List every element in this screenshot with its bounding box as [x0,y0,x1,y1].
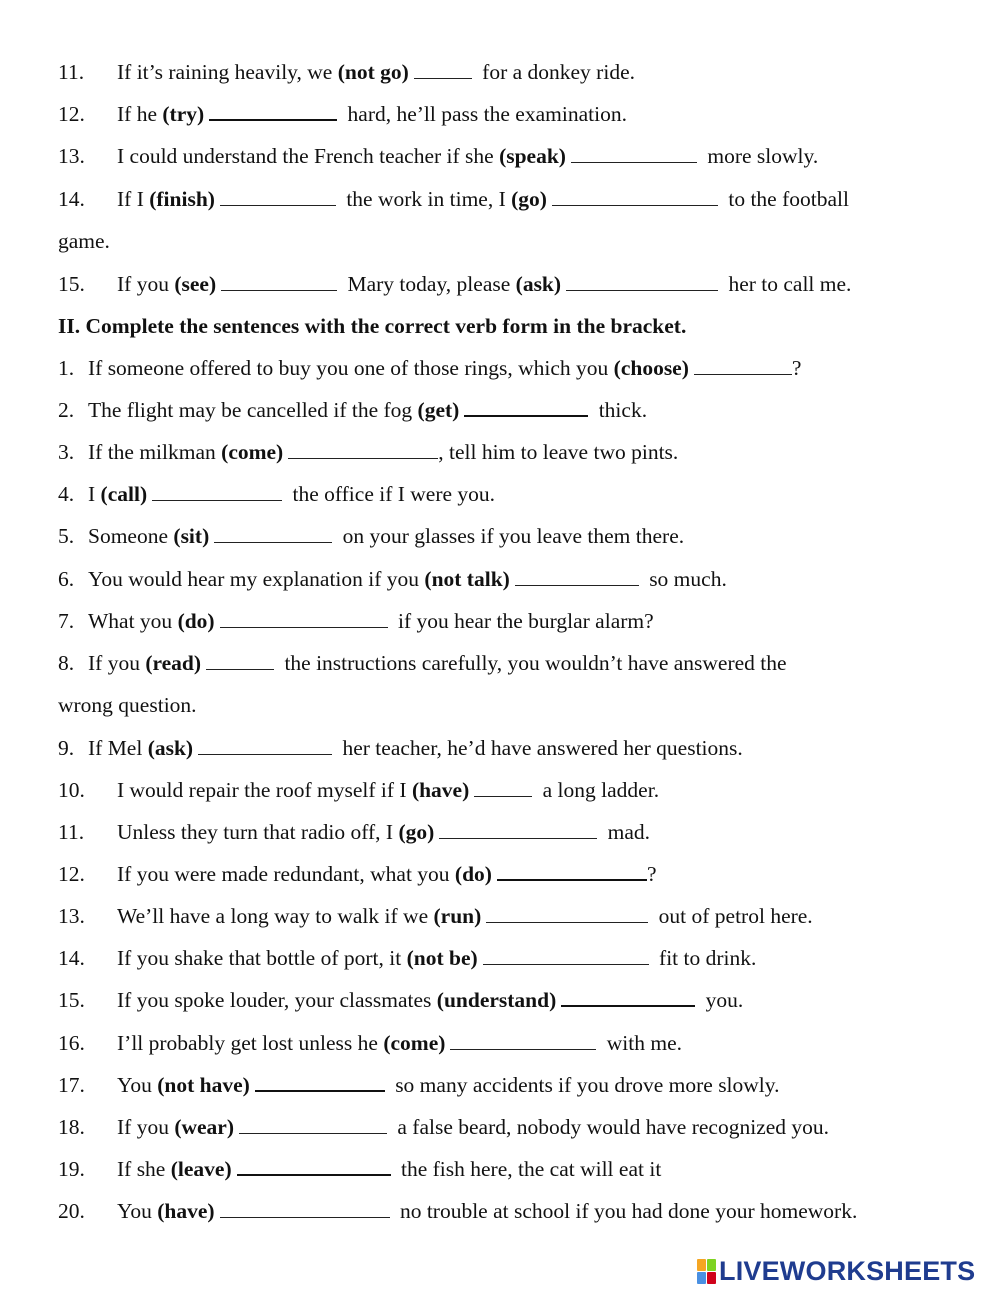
answer-blank[interactable] [209,101,337,121]
logo-square [707,1259,716,1271]
exercise-item: 3. If the milkman (come) , tell him to leave two pints. [58,440,679,464]
exercise-item: 8. If you (read) the instructions carefully, you wouldn’t have answered the [58,651,787,675]
exercise-item: 5. Someone (sit) on your glasses if you leave them there. [58,524,685,548]
answer-blank[interactable] [206,651,274,670]
logo-square [697,1259,706,1271]
answer-blank[interactable] [255,1072,385,1092]
answer-blank[interactable] [221,272,337,291]
exercise-item: 6. You would hear my explanation if you (not talk) so much. [58,567,727,591]
answer-blank[interactable] [694,356,792,375]
answer-blank[interactable] [237,1156,391,1176]
answer-blank[interactable] [497,861,647,881]
exercise-item: 15. If you spoke louder, your classmates (understand) you. [58,988,744,1012]
answer-blank[interactable] [220,187,336,206]
exercise-item: 13. I could understand the French teacher if she (speak) more slowly. [58,144,819,168]
answer-blank[interactable] [561,987,695,1007]
exercise-item: 17. You (not have) so many accidents if you drove more slowly. [58,1073,780,1097]
answer-blank[interactable] [198,736,332,755]
answer-blank[interactable] [552,187,718,206]
answer-blank[interactable] [450,1031,596,1050]
answer-blank[interactable] [571,144,697,163]
answer-blank[interactable] [414,60,472,79]
answer-blank[interactable] [220,609,388,628]
exercise-item: 4. I (call) the office if I were you. [58,482,496,506]
exercise-item: 12. If you were made redundant, what you (do) ? [58,862,657,886]
answer-blank[interactable] [152,482,282,501]
exercise-item: 14. If you shake that bottle of port, it (not be) fit to drink. [58,946,757,970]
exercise-item: 7. What you (do) if you hear the burglar alarm? [58,609,654,633]
logo-text: LIVEWORKSHEETS [719,1255,976,1286]
answer-blank[interactable] [214,524,332,543]
answer-blank[interactable] [483,946,649,965]
logo-square [697,1272,706,1284]
exercise-item: 10. I would repair the roof myself if I (have) a long ladder. [58,778,660,802]
exercise-item: 19. If she (leave) the fish here, the cat will eat it [58,1157,662,1181]
exercise-item-continuation: wrong question. [58,693,197,717]
answer-blank[interactable] [486,904,648,923]
exercise-item: 20. You (have) no trouble at school if you had done your homework. [58,1199,858,1223]
exercise-item: 16. I’ll probably get lost unless he (come) with me. [58,1031,683,1055]
answer-blank[interactable] [239,1115,387,1134]
exercise-item: 11. Unless they turn that radio off, I (go) mad. [58,820,651,844]
answer-blank[interactable] [288,440,438,459]
exercise-item: 11. If it’s raining heavily, we (not go) for a donkey ride. [58,60,635,84]
liveworksheets-logo-icon [697,1259,716,1284]
answer-blank[interactable] [474,778,532,797]
answer-blank[interactable] [566,272,718,291]
exercise-item: 2. The flight may be cancelled if the fog (get) thick. [58,398,648,422]
exercise-item-continuation: game. [58,229,110,253]
exercise-item: 9. If Mel (ask) her teacher, he’d have answered her questions. [58,736,743,760]
answer-blank[interactable] [220,1199,390,1218]
exercise-item: 18. If you (wear) a false beard, nobody would have recognized you. [58,1115,830,1139]
section-heading: II. Complete the sentences with the correct verb form in the bracket. [58,314,687,338]
exercise-item: 12. If he (try) hard, he’ll pass the examination. [58,102,627,126]
answer-blank[interactable] [464,397,588,417]
liveworksheets-logo[interactable] [697,1257,975,1285]
logo-square [707,1272,716,1284]
answer-blank[interactable] [439,820,597,839]
exercise-item: 13. We’ll have a long way to walk if we (run) out of petrol here. [58,904,813,928]
exercise-item: 15. If you (see) Mary today, please (ask) her to call me. [58,272,852,296]
exercise-item: 1. If someone offered to buy you one of those rings, which you (choose) ? [58,356,802,380]
exercise-item: 14. If I (finish) the work in time, I (go) to the football [58,187,849,211]
answer-blank[interactable] [515,567,639,586]
